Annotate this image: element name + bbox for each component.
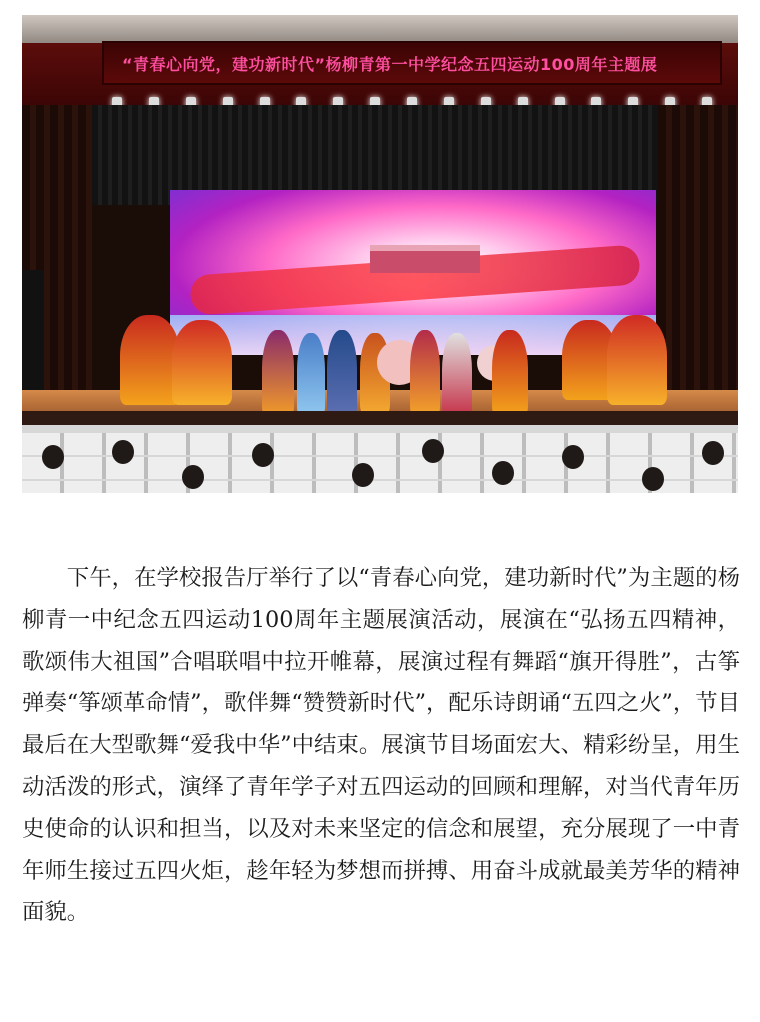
audience-head	[112, 440, 134, 464]
dancer	[607, 315, 667, 405]
screen-gate	[370, 245, 480, 273]
audience-head	[422, 439, 444, 463]
dancer	[172, 320, 232, 405]
audience-head	[252, 443, 274, 467]
audience-head	[352, 463, 374, 487]
audience-head	[492, 461, 514, 485]
dancer	[297, 333, 325, 415]
audience-seating	[22, 425, 738, 493]
dancer	[120, 315, 180, 405]
stage-banner: “青春心向党，建功新时代”杨柳青第一中学纪念五四运动100周年主题展	[102, 41, 722, 85]
dancer	[410, 330, 440, 415]
dancer	[327, 330, 357, 415]
seat-row	[22, 481, 738, 493]
audience-head	[642, 467, 664, 491]
audience-head	[42, 445, 64, 469]
right-curtain	[658, 105, 738, 425]
stage-performance-photo	[22, 15, 738, 493]
dancer	[262, 330, 294, 415]
audience-head	[702, 441, 724, 465]
article-paragraph: 下午，在学校报告厅举行了以“青春心向党，建功新时代”为主题的杨柳青一中纪念五四运动100周年主题展演活动，展演在“弘扬五四精神，歌颂伟大祖国”合唱联唱中拉开帷幕，展演过程有舞蹈“旗开得胜”，古筝弹奏“筝颂革命情”，歌伴舞“赞赞新时代”，配乐诗朗诵“五四之火”，节目最后在大型歌舞“爱我中华”中结束。展演节目场面宏大、精彩纷呈，用生动活泼的形式，演绎了青年学子对五四运动的回顾和理解，对当代青年历史使命的认识和担当，以及对未来坚定的信念和展望，充分展现了一中青年师生接过五四火炬，趁年轻为梦想而拼搏、用奋斗成就最美芳华的精神面貌。	[22, 565, 741, 926]
audience-head	[182, 465, 204, 489]
audience-head	[562, 445, 584, 469]
dancer	[492, 330, 528, 415]
dancer	[442, 333, 472, 415]
